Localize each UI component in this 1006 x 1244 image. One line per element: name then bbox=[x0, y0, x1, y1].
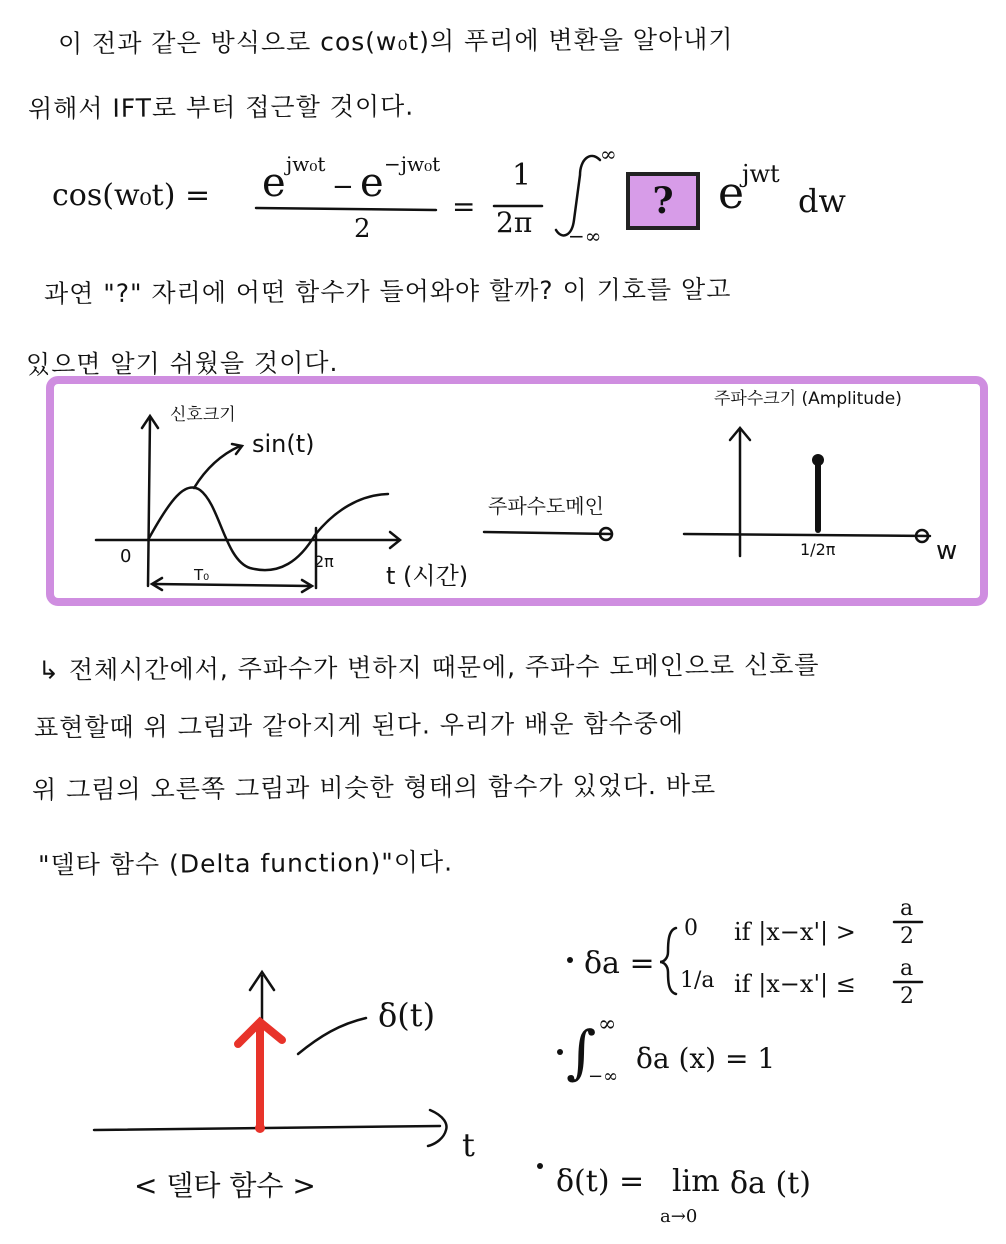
case1-cond: if |x−x'| > bbox=[734, 918, 856, 946]
left-y-label: 신호크기 bbox=[170, 405, 236, 425]
eq-den: 2 bbox=[354, 214, 371, 244]
sine-wave bbox=[148, 487, 388, 570]
eq-tail-exp: jwt bbox=[742, 160, 780, 188]
eq-num-minus: − bbox=[332, 172, 354, 202]
eq-equals-2: = bbox=[452, 190, 476, 223]
cases-brace bbox=[660, 928, 676, 994]
text-line-1: 이 전과 같은 방식으로 cos(w₀t)의 푸리에 변환을 알아내기 bbox=[57, 24, 734, 59]
period-arrow bbox=[154, 584, 310, 586]
domain-arrow-label: 주파수도메인 bbox=[488, 494, 604, 518]
bullet-2 bbox=[557, 1049, 563, 1055]
eq-num-a: e bbox=[262, 160, 286, 206]
limit-lhs: δ(t) = bbox=[556, 1164, 645, 1199]
text-line-6: 표현할때 위 그림과 같아지게 된다. 우리가 배운 함수중에 bbox=[33, 708, 685, 743]
case2-frac-num: a bbox=[900, 956, 914, 981]
eq-num-b: e bbox=[360, 160, 384, 206]
integral-lower: −∞ bbox=[588, 1066, 619, 1087]
delta-caption: < 델타 함수 > bbox=[134, 1169, 316, 1202]
case2-value: 1/a bbox=[680, 968, 715, 993]
integral-body: δa (x) = 1 bbox=[636, 1042, 776, 1075]
eq-tail-dw: dw bbox=[798, 182, 846, 220]
eq-num-a-exp: jw₀t bbox=[286, 152, 326, 176]
text-line-5: ↳ 전체시간에서, 주파수가 변하지 때문에, 주파수 도메인으로 신호를 bbox=[37, 650, 820, 685]
left-y-axis bbox=[148, 418, 150, 586]
two-pi-label: 2π bbox=[314, 552, 334, 571]
delta-red-base bbox=[255, 1123, 265, 1133]
text-line-8: "델타 함수 (Delta function)"이다. bbox=[37, 847, 454, 880]
eq-int-upper: ∞ bbox=[600, 142, 617, 166]
eq-num-b-exp: −jw₀t bbox=[384, 152, 441, 176]
integral-sign: ∫ bbox=[566, 1018, 597, 1086]
delta-x-arrowhead bbox=[428, 1110, 446, 1146]
case1-value: 0 bbox=[684, 916, 698, 941]
freq-tick-label: 1/2π bbox=[800, 540, 836, 559]
case1-frac-num: a bbox=[900, 896, 914, 921]
integral-upper: ∞ bbox=[598, 1012, 617, 1037]
text-line-3: 과연 "?" 자리에 어떤 함수가 들어와야 할까? 이 기호를 알고 bbox=[43, 274, 732, 309]
limit-body: δa (t) bbox=[730, 1166, 811, 1201]
eq-fraction-bar-1 bbox=[256, 208, 436, 210]
period-label: T₀ bbox=[194, 566, 210, 584]
domain-arrow bbox=[484, 532, 612, 534]
case2-cond: if |x−x'| ≤ bbox=[734, 970, 856, 998]
left-x-label: t (시간) bbox=[386, 562, 469, 590]
sine-pointer bbox=[194, 446, 240, 488]
freq-spike-tip bbox=[812, 454, 824, 466]
delta-x-axis bbox=[94, 1126, 440, 1130]
limit-sub: a→0 bbox=[660, 1206, 698, 1227]
delta-label: δ(t) bbox=[378, 996, 436, 1034]
question-mark-box: ? bbox=[626, 172, 700, 230]
limit-word: lim bbox=[672, 1164, 720, 1199]
bullet-3 bbox=[537, 1163, 543, 1169]
case2-frac-den: 2 bbox=[900, 984, 914, 1009]
eq-lhs: cos(w₀t) = bbox=[52, 178, 211, 213]
text-line-7: 위 그림의 오른쪽 그림과 비슷한 형태의 함수가 있었다. 바로 bbox=[31, 770, 717, 805]
right-x-label: w bbox=[936, 536, 958, 566]
eq-integral-sign bbox=[556, 156, 600, 235]
right-y-label: 주파수크기 (Amplitude) bbox=[714, 389, 902, 409]
text-line-2: 위해서 IFT로 부터 접근할 것이다. bbox=[27, 91, 415, 124]
bullet-1 bbox=[567, 957, 573, 963]
eq-int-lower: −∞ bbox=[568, 224, 602, 248]
right-x-axis bbox=[684, 534, 930, 536]
delta-x-label: t bbox=[462, 1126, 475, 1164]
delta-a-def: δa = bbox=[584, 946, 655, 981]
origin-label: 0 bbox=[120, 546, 132, 567]
sine-label: sin(t) bbox=[252, 430, 315, 458]
delta-pointer bbox=[298, 1018, 366, 1054]
eq-tail-e: e bbox=[718, 168, 745, 219]
text-line-4: 있으면 알기 쉬웠을 것이다. bbox=[25, 347, 339, 380]
eq-frac-num: 1 bbox=[512, 158, 532, 193]
eq-frac-den: 2π bbox=[496, 206, 533, 239]
case1-frac-den: 2 bbox=[900, 924, 914, 949]
